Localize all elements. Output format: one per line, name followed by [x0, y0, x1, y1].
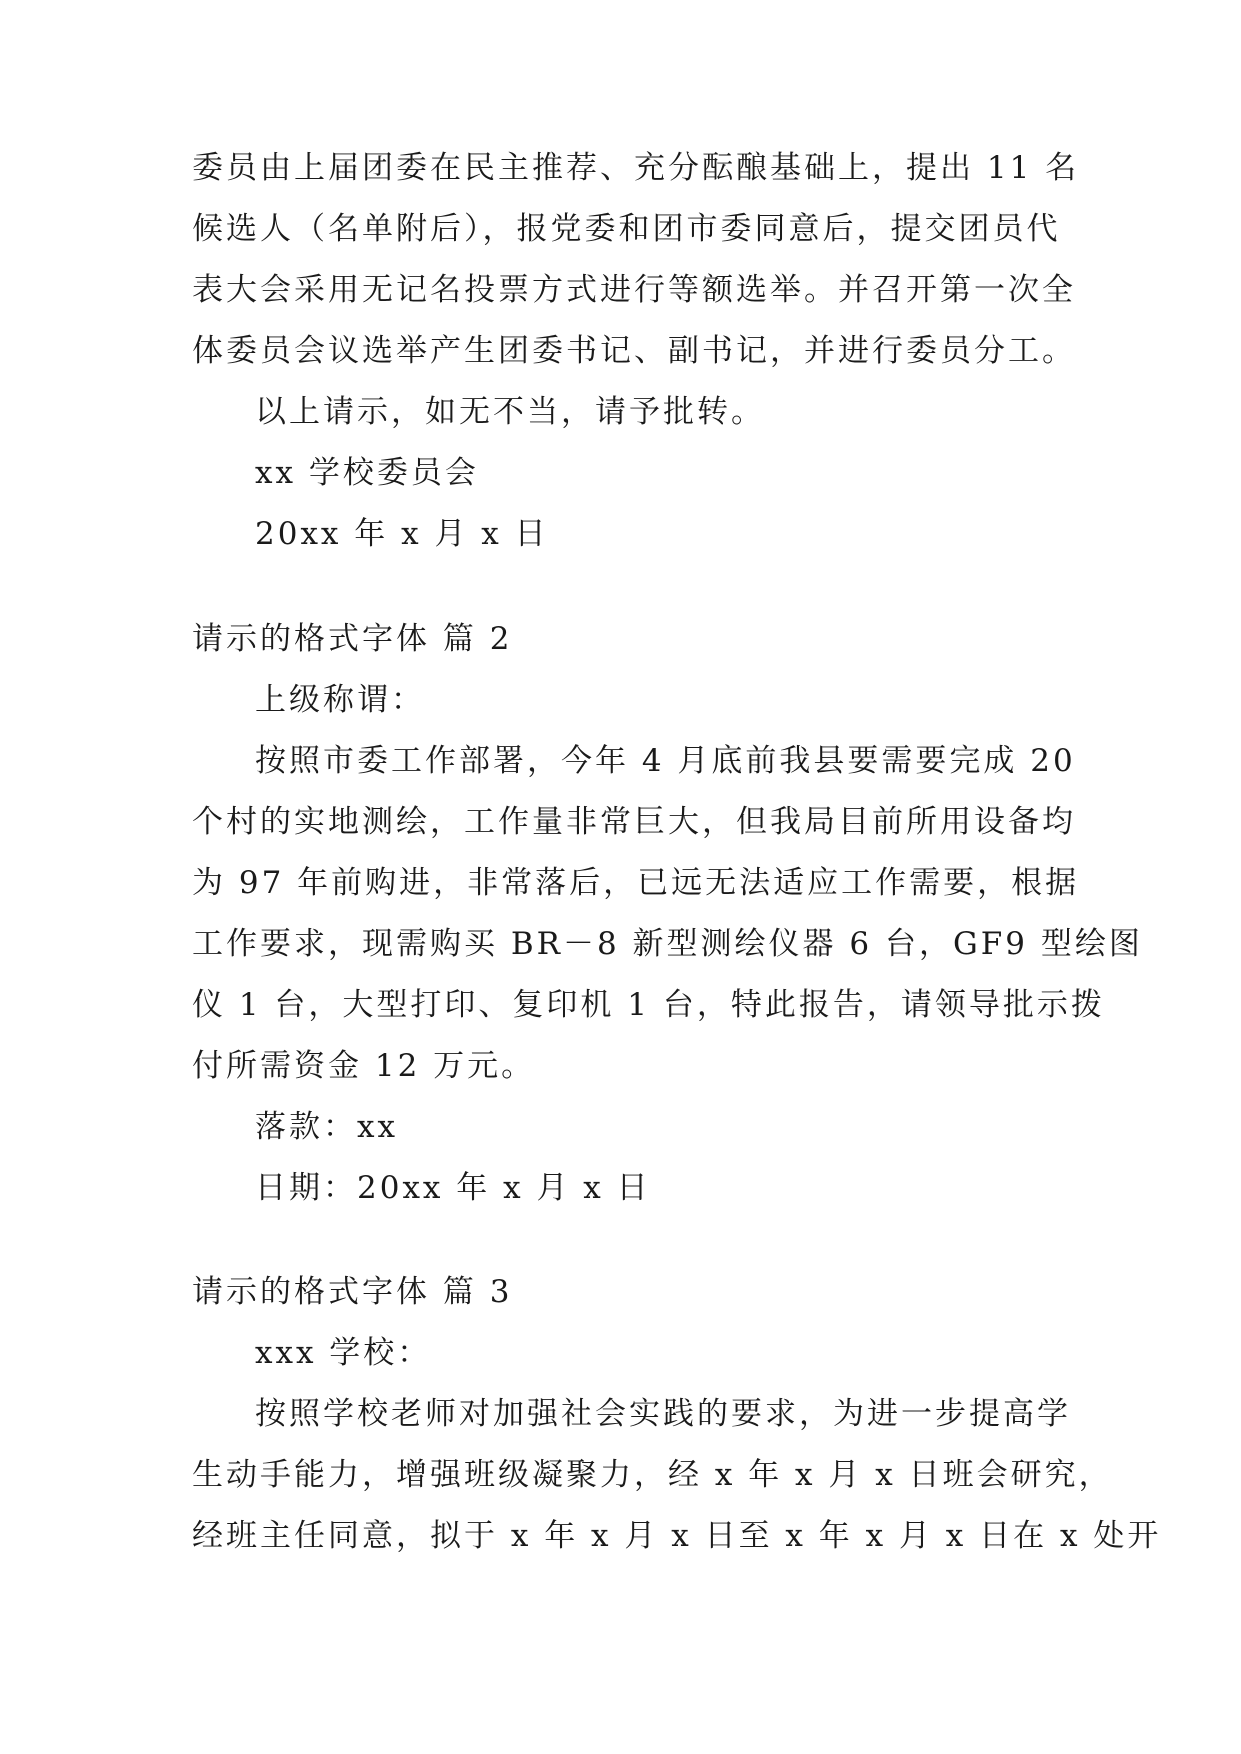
paragraph-line: 经班主任同意，拟于 x 年 x 月 x 日至 x 年 x 月 x 日在 x 处开: [192, 1518, 1162, 1554]
paragraph-line: 表大会采用无记名投票方式进行等额选举。并召开第一次全: [192, 272, 1076, 308]
paragraph-line: 委员由上届团委在民主推荐、充分酝酿基础上，提出 11 名: [192, 150, 1080, 186]
paragraph-line: 仪 1 台，大型打印、复印机 1 台，特此报告，请领导批示拨: [192, 987, 1105, 1023]
paragraph-line: 为 97 年前购进，非常落后，已远无法适应工作需要，根据: [192, 865, 1080, 901]
date-line: 日期：20xx 年 x 月 x 日: [255, 1170, 651, 1206]
paragraph-line: 按照市委工作部署，今年 4 月底前我县要需要完成 20: [255, 743, 1076, 779]
paragraph-line: 付所需资金 12 万元。: [192, 1048, 536, 1084]
signature-line: xx 学校委员会: [255, 455, 479, 491]
signature-line: 落款：xx: [255, 1109, 398, 1145]
paragraph-line: 体委员会议选举产生团委书记、副书记，并进行委员分工。: [192, 333, 1076, 369]
paragraph-line: 生动手能力，增强班级凝聚力，经 x 年 x 月 x 日班会研究，: [192, 1457, 1113, 1493]
paragraph-line: 候选人（名单附后），报党委和团市委同意后，提交团员代: [192, 211, 1061, 247]
date-line: 20xx 年 x 月 x 日: [255, 516, 549, 552]
salutation-line: xxx 学校：: [255, 1335, 432, 1371]
salutation-line: 上级称谓：: [255, 682, 425, 718]
section-heading: 请示的格式字体 篇 3: [192, 1274, 513, 1310]
section-heading: 请示的格式字体 篇 2: [192, 621, 513, 657]
paragraph-line: 工作要求，现需购买 BR－8 新型测绘仪器 6 台，GF9 型绘图: [192, 926, 1143, 962]
paragraph-line: 按照学校老师对加强社会实践的要求，为进一步提高学: [255, 1396, 1071, 1432]
closing-line: 以上请示，如无不当，请予批转。: [255, 394, 765, 430]
paragraph-line: 个村的实地测绘，工作量非常巨大，但我局目前所用设备均: [192, 804, 1076, 840]
